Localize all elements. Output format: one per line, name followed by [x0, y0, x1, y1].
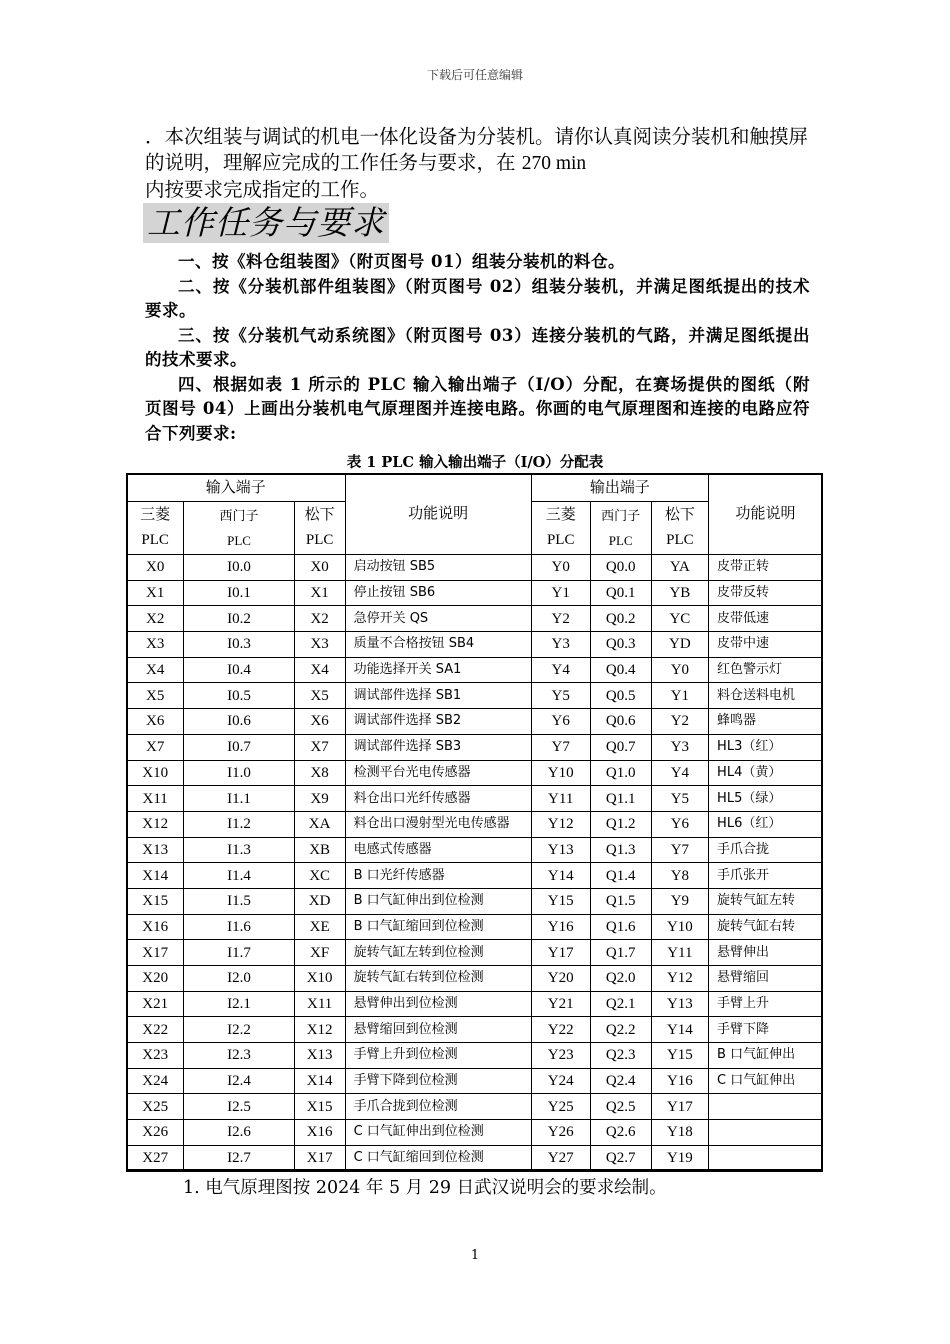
address-cell: Q1.2: [590, 811, 651, 837]
address-cell: X4: [294, 657, 345, 683]
address-cell: X20: [127, 966, 184, 992]
address-cell: Y10: [651, 914, 708, 940]
address-cell: Q0.4: [590, 657, 651, 683]
address-cell: I2.2: [184, 1017, 294, 1043]
function-cell: HL4（黄）: [709, 760, 823, 786]
address-cell: Y13: [531, 837, 590, 863]
address-cell: Q1.5: [590, 888, 651, 914]
table-row: [127, 914, 823, 940]
table-row: [127, 657, 823, 683]
address-cell: Q0.1: [590, 580, 651, 606]
plc-header-mitsubishi: 三菱 PLC: [531, 502, 590, 555]
address-cell: Y6: [651, 811, 708, 837]
address-cell: Y25: [531, 1094, 590, 1120]
address-cell: Q2.6: [590, 1120, 651, 1146]
function-cell: 功能选择开关 SA1: [345, 657, 531, 683]
address-cell: Y16: [651, 1068, 708, 1094]
address-cell: Y23: [531, 1043, 590, 1069]
function-cell: 悬臂伸出到位检测: [345, 991, 531, 1017]
function-cell: 旋转气缸左转到位检测: [345, 940, 531, 966]
function-cell: 检测平台光电传感器: [345, 760, 531, 786]
address-cell: X6: [294, 709, 345, 735]
function-cell: 手爪张开: [709, 863, 823, 889]
address-cell: X6: [127, 709, 184, 735]
address-cell: Q2.2: [590, 1017, 651, 1043]
function-cell: 停止按钮 SB6: [345, 580, 531, 606]
plc-header-panasonic: 松下 PLC: [651, 502, 708, 555]
address-cell: XB: [294, 837, 345, 863]
table-row: [127, 1145, 823, 1171]
address-cell: Q0.6: [590, 709, 651, 735]
address-cell: Q2.5: [590, 1094, 651, 1120]
address-cell: X4: [127, 657, 184, 683]
intro-text-a: ．本次组装与调试的机电一体化设备为分装机。请你认真阅读分装机和触摸屏的说明，理解应完成的工作任务与要求，在: [145, 125, 809, 174]
table-row: [127, 734, 823, 760]
address-cell: Y5: [531, 683, 590, 709]
input-header: 输入端子: [127, 474, 346, 502]
address-cell: X3: [127, 632, 184, 658]
function-cell: 料仓送料电机: [709, 683, 823, 709]
page-header: 下载后可任意编辑: [426, 68, 523, 82]
address-cell: Q2.0: [590, 966, 651, 992]
address-cell: X25: [127, 1094, 184, 1120]
table-row: [127, 632, 823, 658]
address-cell: Y8: [651, 863, 708, 889]
address-cell: Y3: [531, 632, 590, 658]
address-cell: Y17: [531, 940, 590, 966]
address-cell: I0.1: [184, 580, 294, 606]
plc-header-siemens: 西门子 PLC: [590, 502, 651, 555]
function-cell: 红色警示灯: [709, 657, 823, 683]
function-cell: C 口气缸缩回到位检测: [345, 1145, 531, 1171]
address-cell: X13: [294, 1043, 345, 1069]
address-cell: X24: [127, 1068, 184, 1094]
address-cell: X21: [127, 991, 184, 1017]
function-cell: 皮带正转: [709, 555, 823, 581]
address-cell: Q0.5: [590, 683, 651, 709]
address-cell: X15: [127, 888, 184, 914]
function-cell: 料仓出口光纤传感器: [345, 786, 531, 812]
address-cell: I2.0: [184, 966, 294, 992]
address-cell: Y14: [531, 863, 590, 889]
address-cell: Q0.7: [590, 734, 651, 760]
address-cell: Y7: [531, 734, 590, 760]
function-cell: 急停开关 QS: [345, 606, 531, 632]
function-cell: 调试部件选择 SB1: [345, 683, 531, 709]
function-cell: 调试部件选择 SB2: [345, 709, 531, 735]
address-cell: I0.5: [184, 683, 294, 709]
address-cell: Y24: [531, 1068, 590, 1094]
table-row: [127, 1043, 823, 1069]
address-cell: I2.6: [184, 1120, 294, 1146]
address-cell: Y14: [651, 1017, 708, 1043]
function-header: 功能说明: [709, 474, 823, 555]
address-cell: X9: [294, 786, 345, 812]
address-cell: I1.3: [184, 837, 294, 863]
address-cell: Y22: [531, 1017, 590, 1043]
address-cell: X16: [127, 914, 184, 940]
address-cell: Y0: [651, 657, 708, 683]
intro-minutes: 270 min: [521, 153, 587, 174]
address-cell: Q1.3: [590, 837, 651, 863]
table-row: [127, 991, 823, 1017]
address-cell: Q2.3: [590, 1043, 651, 1069]
plc-header-siemens: 西门子 PLC: [184, 502, 294, 555]
address-cell: I2.1: [184, 991, 294, 1017]
address-cell: I1.7: [184, 940, 294, 966]
address-cell: X8: [294, 760, 345, 786]
function-cell: B 口气缸伸出: [709, 1043, 823, 1069]
function-cell: 悬臂伸出: [709, 940, 823, 966]
address-cell: YD: [651, 632, 708, 658]
address-cell: X17: [294, 1145, 345, 1171]
function-cell: 电感式传感器: [345, 837, 531, 863]
address-cell: Q0.0: [590, 555, 651, 581]
address-cell: I2.4: [184, 1068, 294, 1094]
address-cell: Y13: [651, 991, 708, 1017]
function-cell: 悬臂缩回到位检测: [345, 1017, 531, 1043]
address-cell: X2: [294, 606, 345, 632]
table-row: [127, 1017, 823, 1043]
address-cell: X7: [294, 734, 345, 760]
address-cell: I1.6: [184, 914, 294, 940]
intro-text-b: 内按要求完成指定的工作。: [145, 178, 380, 201]
address-cell: Y27: [531, 1145, 590, 1171]
address-cell: YA: [651, 555, 708, 581]
page-number: 1: [470, 1248, 480, 1263]
address-cell: X12: [127, 811, 184, 837]
address-cell: Q0.3: [590, 632, 651, 658]
address-cell: X16: [294, 1120, 345, 1146]
address-cell: Y17: [651, 1094, 708, 1120]
address-cell: I2.5: [184, 1094, 294, 1120]
address-cell: X17: [127, 940, 184, 966]
address-cell: YB: [651, 580, 708, 606]
address-cell: Y16: [531, 914, 590, 940]
function-cell: 手臂下降: [709, 1017, 823, 1043]
function-cell: 质量不合格按钮 SB4: [345, 632, 531, 658]
address-cell: I0.7: [184, 734, 294, 760]
function-cell: 手爪合拢: [709, 837, 823, 863]
address-cell: X26: [127, 1120, 184, 1146]
address-cell: X12: [294, 1017, 345, 1043]
address-cell: Y1: [651, 683, 708, 709]
address-cell: Y12: [651, 966, 708, 992]
function-cell: C 口气缸伸出到位检测: [345, 1120, 531, 1146]
table-row: [127, 606, 823, 632]
address-cell: Q1.7: [590, 940, 651, 966]
address-cell: I0.4: [184, 657, 294, 683]
address-cell: Y7: [651, 837, 708, 863]
plc-header-panasonic: 松下 PLC: [294, 502, 345, 555]
address-cell: I1.2: [184, 811, 294, 837]
address-cell: Y18: [651, 1120, 708, 1146]
address-cell: Q2.4: [590, 1068, 651, 1094]
address-cell: Q1.6: [590, 914, 651, 940]
function-cell: C 口气缸伸出: [709, 1068, 823, 1094]
table-row: [127, 940, 823, 966]
function-header: 功能说明: [345, 474, 531, 555]
address-cell: X11: [127, 786, 184, 812]
address-cell: Y0: [531, 555, 590, 581]
table-caption: 表 1 PLC 输入输出端子（I/O）分配表: [346, 454, 604, 471]
note-text: 1. 电气原理图按 2024 年 5 月 29 日武汉说明会的要求绘制。: [183, 1178, 667, 1198]
address-cell: XC: [294, 863, 345, 889]
address-cell: Y2: [531, 606, 590, 632]
function-cell: 皮带中速: [709, 632, 823, 658]
address-cell: X5: [294, 683, 345, 709]
address-cell: X27: [127, 1145, 184, 1171]
output-header: 输出端子: [531, 474, 708, 502]
function-cell: [709, 1145, 823, 1171]
address-cell: XE: [294, 914, 345, 940]
address-cell: X15: [294, 1094, 345, 1120]
function-cell: 料仓出口漫射型光电传感器: [345, 811, 531, 837]
table-row: [127, 966, 823, 992]
address-cell: X1: [294, 580, 345, 606]
plc-header-mitsubishi: 三菱 PLC: [127, 502, 184, 555]
task-list: [145, 250, 810, 446]
address-cell: XD: [294, 888, 345, 914]
function-cell: 手臂上升到位检测: [345, 1043, 531, 1069]
address-cell: Y1: [531, 580, 590, 606]
function-cell: 旋转气缸右转: [709, 914, 823, 940]
address-cell: Y6: [531, 709, 590, 735]
address-cell: YC: [651, 606, 708, 632]
table-row: [127, 1094, 823, 1120]
function-cell: 手臂下降到位检测: [345, 1068, 531, 1094]
address-cell: X22: [127, 1017, 184, 1043]
function-cell: 皮带反转: [709, 580, 823, 606]
address-cell: Q0.2: [590, 606, 651, 632]
table-row: [127, 863, 823, 889]
address-cell: X14: [127, 863, 184, 889]
function-cell: HL5（绿）: [709, 786, 823, 812]
table-row: [127, 683, 823, 709]
address-cell: X3: [294, 632, 345, 658]
table-row: [127, 709, 823, 735]
address-cell: XF: [294, 940, 345, 966]
address-cell: X10: [294, 966, 345, 992]
function-cell: B 口气缸缩回到位检测: [345, 914, 531, 940]
function-cell: 手爪合拢到位检测: [345, 1094, 531, 1120]
address-cell: X0: [294, 555, 345, 581]
address-cell: Y2: [651, 709, 708, 735]
function-cell: 旋转气缸左转: [709, 888, 823, 914]
table-row: [127, 580, 823, 606]
address-cell: Q2.7: [590, 1145, 651, 1171]
address-cell: I2.3: [184, 1043, 294, 1069]
address-cell: I0.3: [184, 632, 294, 658]
address-cell: Y15: [531, 888, 590, 914]
address-cell: Y4: [651, 760, 708, 786]
task-item: 二、按《分装机部件组装图》（附页图号 02）组装分装机，并满足图纸提出的技术要求。: [145, 276, 810, 320]
address-cell: Y26: [531, 1120, 590, 1146]
section-title: 工作任务与要求: [143, 203, 389, 243]
function-cell: 旋转气缸右转到位检测: [345, 966, 531, 992]
function-cell: [709, 1120, 823, 1146]
address-cell: Y11: [531, 786, 590, 812]
function-cell: 蜂鸣器: [709, 709, 823, 735]
function-cell: [709, 1094, 823, 1120]
table-row: [127, 1068, 823, 1094]
intro-paragraph: [145, 124, 810, 203]
address-cell: I1.4: [184, 863, 294, 889]
table-row: [127, 760, 823, 786]
task-item: 四、根据如表 1 所示的 PLC 输入输出端子（I/O）分配，在赛场提供的图纸（附页图号 04）上画出分装机电气原理图并连接电路。你画的电气原理图和连接的电路应符合下列要求:: [145, 374, 810, 443]
address-cell: I0.6: [184, 709, 294, 735]
address-cell: Y3: [651, 734, 708, 760]
address-cell: Y11: [651, 940, 708, 966]
function-cell: B 口光纤传感器: [345, 863, 531, 889]
address-cell: X11: [294, 991, 345, 1017]
function-cell: 悬臂缩回: [709, 966, 823, 992]
address-cell: Q1.4: [590, 863, 651, 889]
table-row: [127, 786, 823, 812]
table-row: [127, 555, 823, 581]
address-cell: X1: [127, 580, 184, 606]
function-cell: 启动按钮 SB5: [345, 555, 531, 581]
table-row: [127, 888, 823, 914]
address-cell: X13: [127, 837, 184, 863]
function-cell: HL3（红）: [709, 734, 823, 760]
task-item: 一、按《料仓组装图》（附页图号 01）组装分装机的料仓。: [178, 252, 625, 271]
table-row: [127, 1120, 823, 1146]
address-cell: I1.0: [184, 760, 294, 786]
address-cell: Q1.1: [590, 786, 651, 812]
function-cell: 皮带低速: [709, 606, 823, 632]
address-cell: Y19: [651, 1145, 708, 1171]
address-cell: Y12: [531, 811, 590, 837]
address-cell: X23: [127, 1043, 184, 1069]
task-item: 三、按《分装机气动系统图》（附页图号 03）连接分装机的气路，并满足图纸提出的技术要求。: [145, 325, 810, 369]
address-cell: I0.2: [184, 606, 294, 632]
address-cell: I2.7: [184, 1145, 294, 1171]
function-cell: 调试部件选择 SB3: [345, 734, 531, 760]
function-cell: B 口气缸伸出到位检测: [345, 888, 531, 914]
address-cell: X5: [127, 683, 184, 709]
address-cell: X10: [127, 760, 184, 786]
address-cell: X0: [127, 555, 184, 581]
table-row: [127, 837, 823, 863]
address-cell: XA: [294, 811, 345, 837]
address-cell: Y21: [531, 991, 590, 1017]
function-cell: 手臂上升: [709, 991, 823, 1017]
address-cell: Y9: [651, 888, 708, 914]
address-cell: I1.1: [184, 786, 294, 812]
address-cell: Q1.0: [590, 760, 651, 786]
address-cell: X2: [127, 606, 184, 632]
address-cell: Y15: [651, 1043, 708, 1069]
address-cell: I1.5: [184, 888, 294, 914]
address-cell: Y10: [531, 760, 590, 786]
address-cell: Y5: [651, 786, 708, 812]
function-cell: HL6（红）: [709, 811, 823, 837]
address-cell: X7: [127, 734, 184, 760]
table-row: [127, 811, 823, 837]
address-cell: I0.0: [184, 555, 294, 581]
address-cell: Q2.1: [590, 991, 651, 1017]
address-cell: X14: [294, 1068, 345, 1094]
io-table: [126, 473, 823, 1172]
address-cell: Y20: [531, 966, 590, 992]
address-cell: Y4: [531, 657, 590, 683]
